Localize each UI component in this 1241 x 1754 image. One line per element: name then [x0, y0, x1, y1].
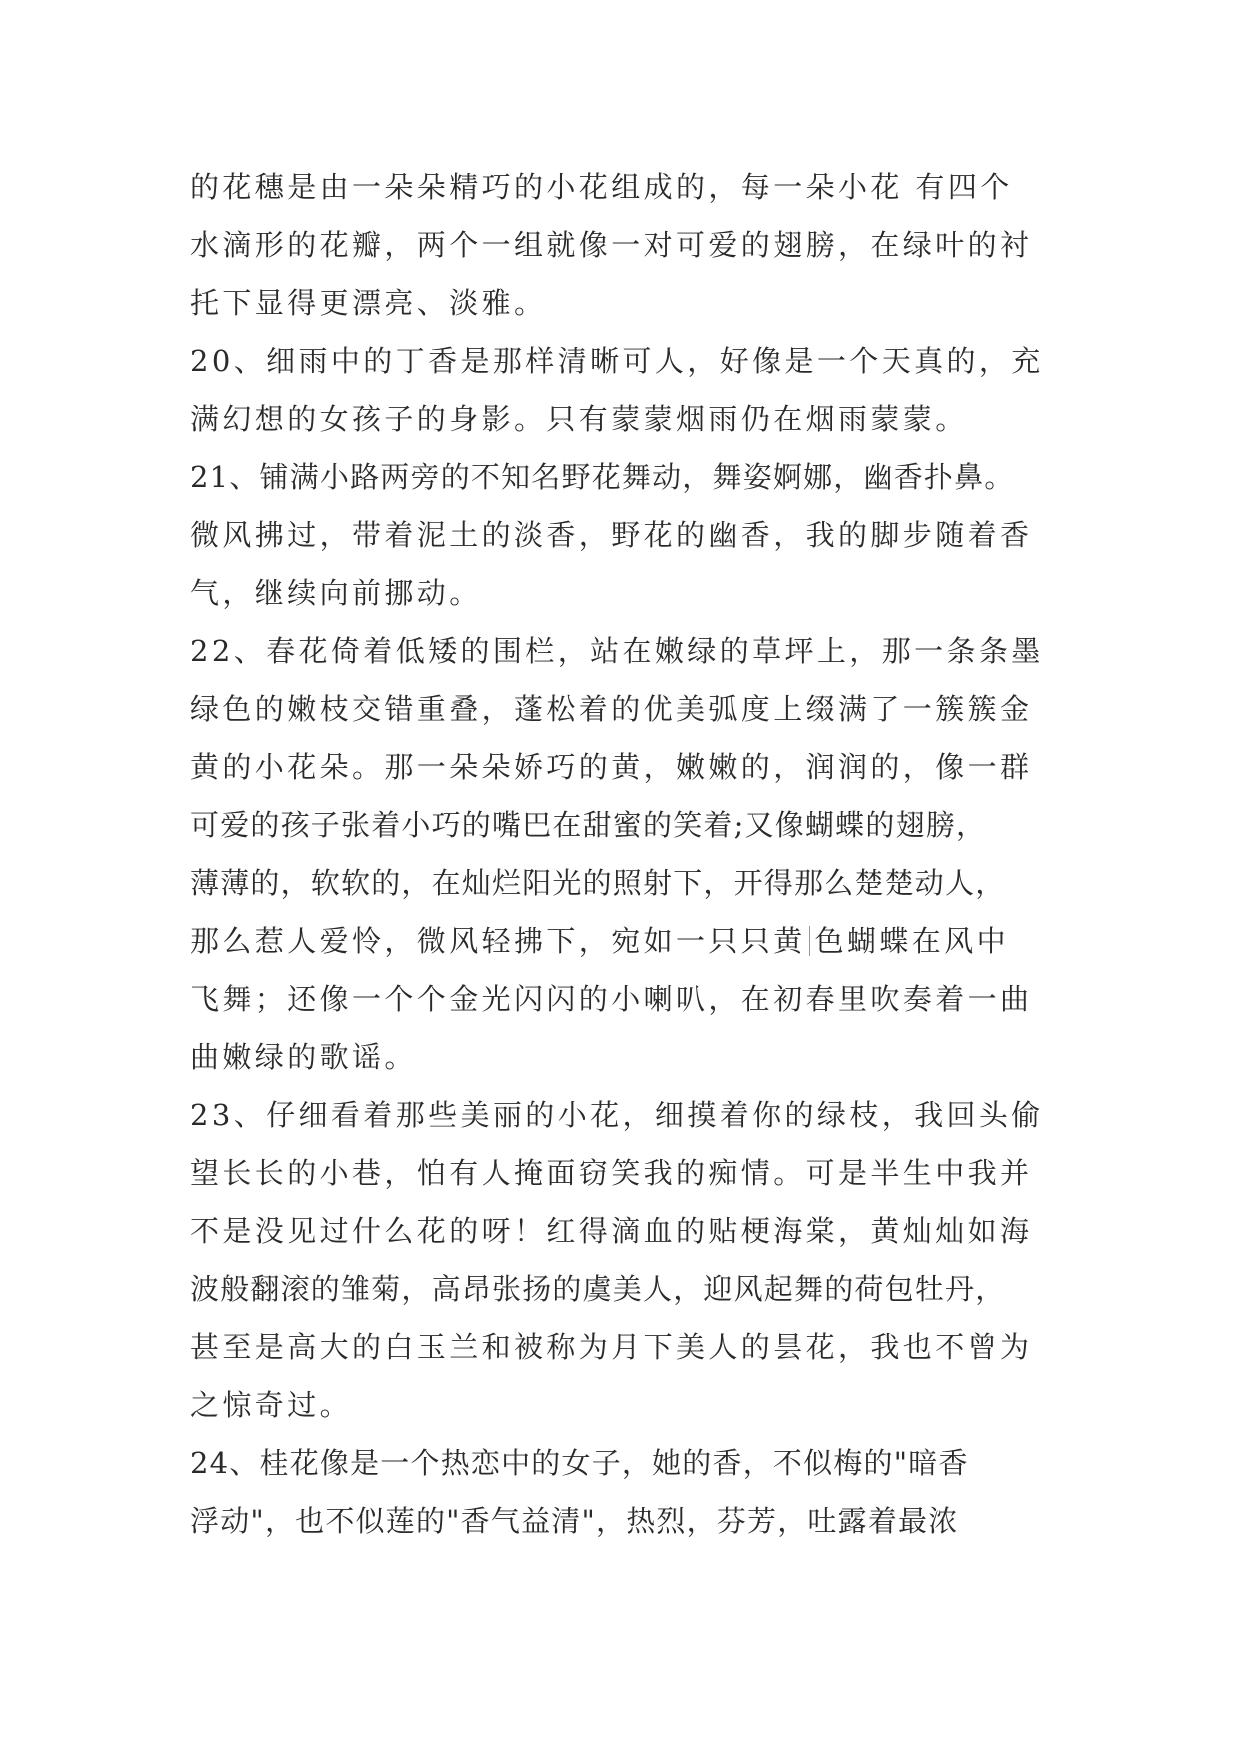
- text-line: 托下显得更漂亮、淡雅。: [190, 286, 547, 320]
- text-line: 24、桂花像是一个热恋中的女子，她的香，不似梅的"暗香: [190, 1446, 969, 1480]
- text-line: 满幻想的女孩子的身影。只有蒙蒙烟雨仍在烟雨蒙蒙。: [190, 402, 968, 436]
- text-line: 的花穗是由一朵朵精巧的小花组成的，每一朵小花 有四个: [190, 170, 1013, 204]
- document-body: [190, 158, 1060, 1550]
- text-segment: 那么惹人爱怜，微风轻拂下，宛如一只只黄: [190, 924, 806, 958]
- text-line: 水滴形的花瓣，两个一组就像一对可爱的翅膀，在绿叶的衬: [190, 228, 1033, 262]
- text-line: 黄的小花朵。那一朵朵娇巧的黄，嫩嫩的，润润的，像一群: [190, 750, 1033, 784]
- text-line: 23、仔细看着那些美丽的小花，细摸着你的绿枝，我回头偷: [190, 1098, 1044, 1132]
- text-line: 20、细雨中的丁香是那样清晰可人，好像是一个天真的，充: [190, 344, 1044, 378]
- text-segment: 色蝴蝶在风中: [814, 924, 1010, 958]
- text-line: 22、春花倚着低矮的围栏，站在嫩绿的草坪上，那一条条墨: [190, 634, 1044, 668]
- text-line: 望长长的小巷，怕有人掩面窃笑我的痴情。可是半生中我并: [190, 1156, 1033, 1190]
- text-cursor: [809, 926, 810, 956]
- text-line: 绿色的嫩枝交错重叠，蓬松着的优美弧度上缀满了一簇簇金: [190, 692, 1033, 726]
- text-line: 不是没见过什么花的呀！红得滴血的贴梗海棠，黄灿灿如海: [190, 1214, 1033, 1248]
- text-line: 微风拂过，带着泥土的淡香，野花的幽香，我的脚步随着香: [190, 518, 1033, 552]
- text-line: 波般翻滚的雏菊，高昂张扬的虞美人，迎风起舞的荷包牡丹，: [190, 1272, 1006, 1306]
- text-line: 之惊奇过。: [190, 1388, 353, 1422]
- text-line: 薄薄的，软软的，在灿烂阳光的照射下，开得那么楚楚动人，: [190, 866, 1006, 900]
- text-line: 飞舞；还像一个个金光闪闪的小喇叭，在初春里吹奏着一曲: [190, 982, 1033, 1016]
- text-line: 21、铺满小路两旁的不知名野花舞动，舞姿婀娜，幽香扑鼻。: [190, 460, 1015, 494]
- text-line: 浮动"，也不似莲的"香气益清"，热烈，芬芳，吐露着最浓: [190, 1504, 959, 1538]
- text-line: 可爱的孩子张着小巧的嘴巴在甜蜜的笑着;又像蝴蝶的翅膀，: [190, 808, 987, 842]
- text-line: 甚至是高大的白玉兰和被称为月下美人的昙花，我也不曾为: [190, 1330, 1033, 1364]
- text-line-with-cursor: [190, 912, 1060, 970]
- text-line: 气，继续向前挪动。: [190, 576, 482, 610]
- text-line: 曲嫩绿的歌谣。: [190, 1040, 417, 1074]
